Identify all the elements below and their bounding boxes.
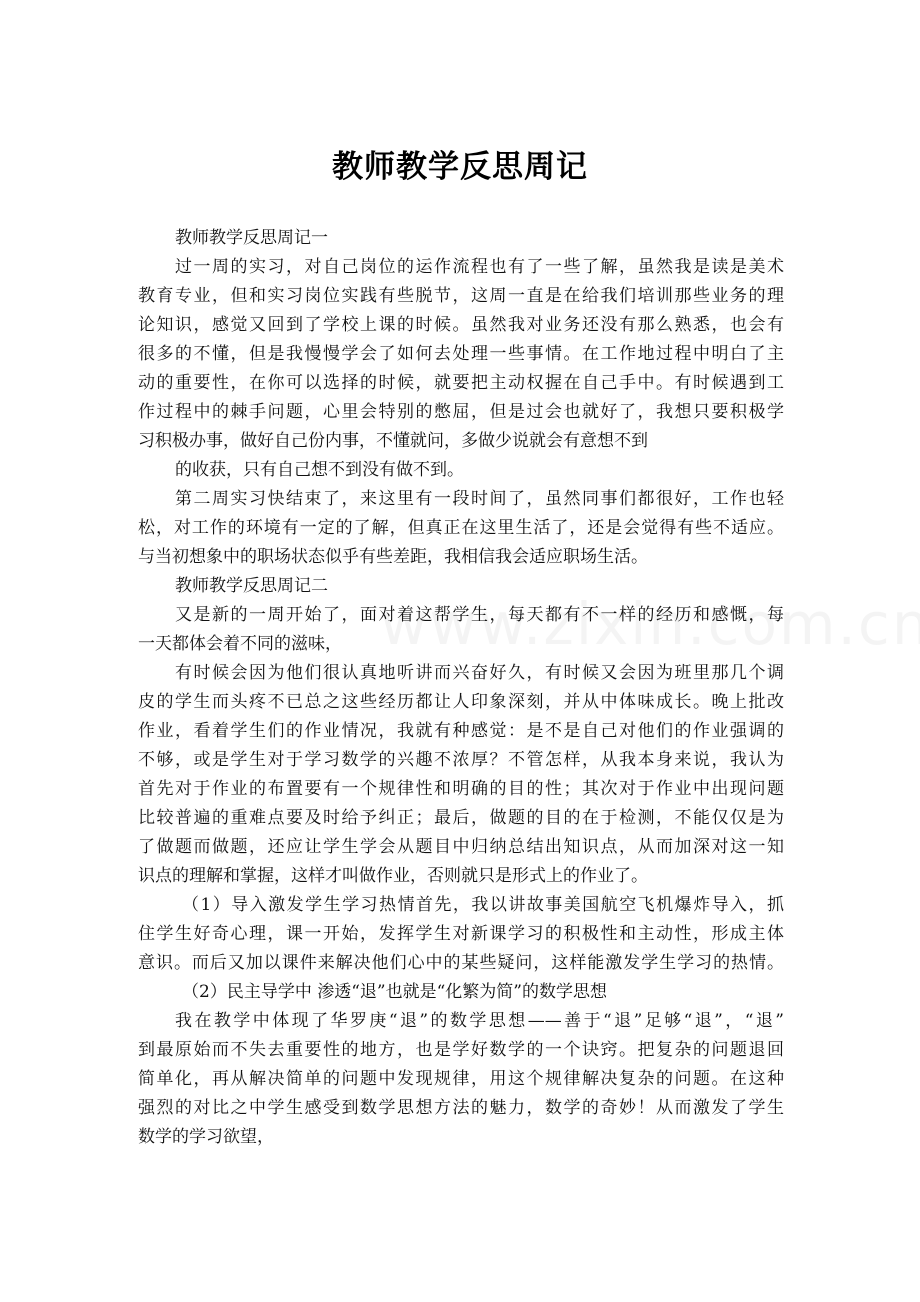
- paragraph-line: 动的重要性，在你可以选择的时候，就要把主动权握在自己手中。有时候遇到工: [138, 373, 784, 393]
- paragraph-line: 数学的学习欲望，: [138, 1127, 274, 1147]
- paragraph-line: 皮的学生而头疼不已总之这些经历都让人印象深刻，并从中体味成长。晚上批改: [138, 692, 784, 712]
- paragraph-line: 我在教学中体现了华罗庚“退”的数学思想——善于“退”足够“退”，“退”: [175, 1011, 784, 1031]
- paragraph-line: 论知识，感觉又回到了学校上课的时候。虽然我对业务还没有那么熟悉，也会有: [138, 315, 784, 335]
- paragraph-line: 到最原始而不失去重要性的地方，也是学好数学的一个诀窍。把复杂的问题退回: [138, 1040, 784, 1060]
- paragraph-line: 习积极办事，做好自己份内事，不懂就问，多做少说就会有意想不到: [138, 431, 648, 451]
- document-body: [138, 224, 784, 1152]
- paragraph-line: 又是新的一周开始了，面对着这帮学生，每天都有不一样的经历和感慨，每: [175, 605, 784, 625]
- section-heading: 教师教学反思周记二: [175, 576, 328, 596]
- paragraph-line: 教育专业，但和实习岗位实践有些脱节，这周一直是在给我们培训那些业务的理: [138, 286, 784, 306]
- paragraph-line: 的收获，只有自己想不到没有做不到。: [175, 460, 464, 480]
- paragraph-line: 住学生好奇心理，课一开始，发挥学生对新课学习的积极性和主动性，形成主体: [138, 924, 784, 944]
- paragraph-line: 了做题而做题，还应让学生学会从题目中归纳总结出知识点，从而加深对这一知: [138, 837, 784, 857]
- paragraph-line: 首先对于作业的布置要有一个规律性和明确的目的性；其次对于作业中出现问题: [138, 779, 784, 799]
- paragraph-line: 简单化，再从解决简单的问题中发现规律，用这个规律解决复杂的问题。在这种: [138, 1069, 784, 1089]
- paragraph-line: 作业，看着学生们的作业情况，我就有种感觉：是不是自己对他们的作业强调的: [138, 721, 784, 741]
- paragraph-line: 强烈的对比之中学生感受到数学思想方法的魅力，数学的奇妙！从而激发了学生: [138, 1098, 784, 1118]
- paragraph-line: 比较普遍的重难点要及时给予纠正；最后，做题的目的在于检测，不能仅仅是为: [138, 808, 784, 828]
- paragraph-line: 松，对工作的环境有一定的了解，但真正在这里生活了，还是会觉得有些不适应。: [138, 518, 784, 538]
- paragraph-line: 意识。而后又加以课件来解决他们心中的某些疑问，这样能激发学生学习的热情。: [138, 953, 784, 973]
- document-title: 教师教学反思周记: [332, 149, 588, 185]
- paragraph-line: （1）导入激发学生学习热情首先，我以讲故事美国航空飞机爆炸导入，抓: [182, 895, 784, 915]
- paragraph-line: 过一周的实习，对自己岗位的运作流程也有了一些了解，虽然我是读是美术: [175, 257, 784, 277]
- subsection-heading: （2）民主导学中 渗透“退”也就是“化繁为简”的数学思想: [182, 982, 607, 1002]
- paragraph-line: 作过程中的棘手问题，心里会特别的憋屈，但是过会也就好了，我想只要积极学: [138, 402, 784, 422]
- paragraph-line: 不够，或是学生对于学习数学的兴趣不浓厚？不管怎样，从我本身来说，我认为: [138, 750, 784, 770]
- paragraph-line: 与当初想象中的职场状态似乎有些差距，我相信我会适应职场生活。: [138, 547, 648, 567]
- paragraph-line: 第二周实习快结束了，来这里有一段时间了，虽然同事们都很好，工作也轻: [175, 489, 784, 509]
- paragraph-line: 一天都体会着不同的滋味，: [138, 634, 342, 654]
- paragraph-line: 有时候会因为他们很认真地听讲而兴奋好久，有时候又会因为班里那几个调: [175, 663, 784, 683]
- paragraph-line: 识点的理解和掌握，这样才叫做作业，否则就只是形式上的作业了。: [138, 866, 648, 886]
- paragraph-line: 很多的不懂，但是我慢慢学会了如何去处理一些事情。在工作地过程中明白了主: [138, 344, 784, 364]
- section-heading: 教师教学反思周记一: [175, 228, 328, 248]
